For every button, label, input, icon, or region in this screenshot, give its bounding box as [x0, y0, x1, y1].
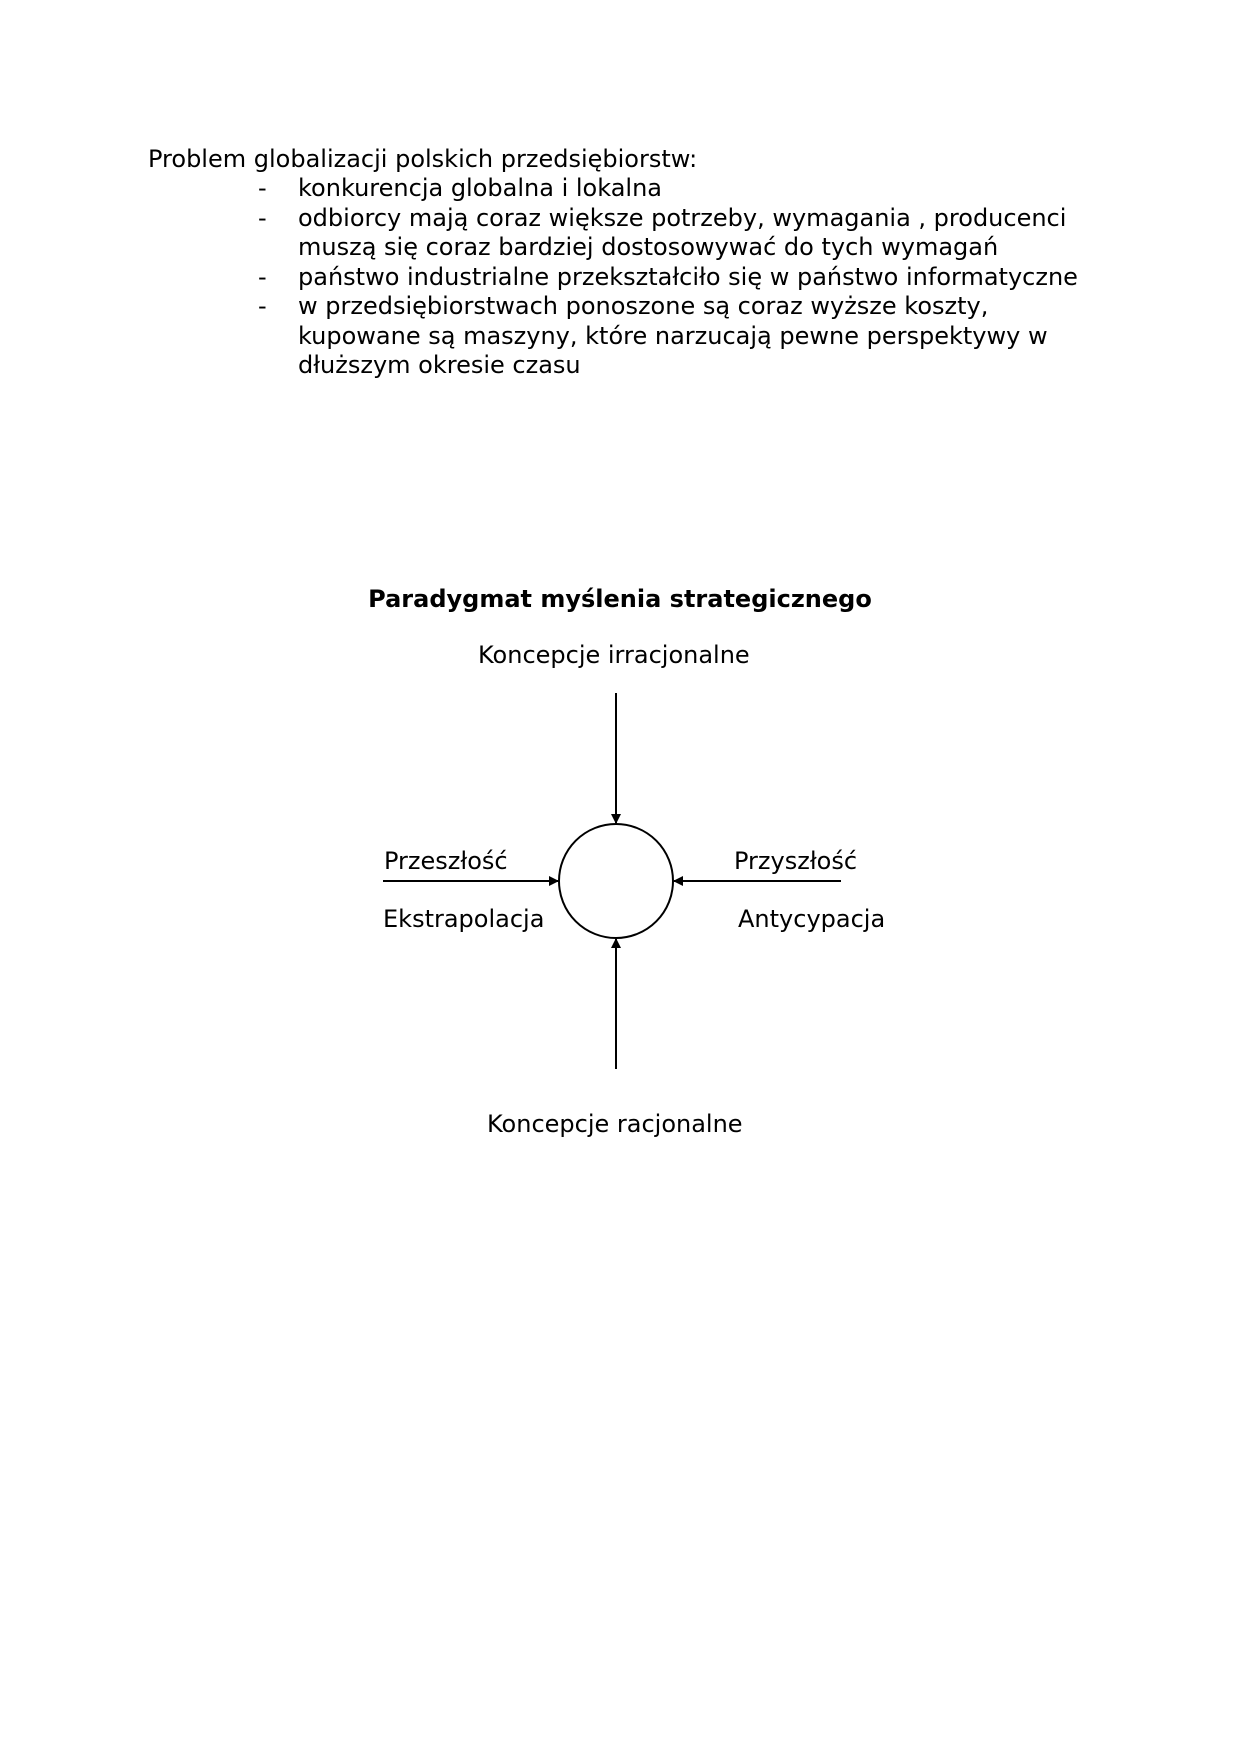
intro-heading: Problem globalizacji polskich przedsiębiorstw:: [148, 145, 698, 173]
bullet-dash: -: [258, 292, 267, 320]
list-item-text: konkurencja globalna i lokalna: [298, 174, 662, 202]
bullet-dash: -: [258, 174, 267, 202]
label-przyszlosc: Przyszłość: [734, 847, 858, 875]
label-koncepcje-irracjonalne: Koncepcje irracjonalne: [478, 641, 750, 669]
list-item-text: państwo industrialne przekształciło się w państwo informatyczne: [298, 262, 1078, 291]
label-ekstrapolacja: Ekstrapolacja: [383, 905, 545, 933]
label-koncepcje-racjonalne: Koncepcje racjonalne: [487, 1110, 743, 1138]
diagram-title: Paradygmat myślenia strategicznego: [368, 585, 872, 613]
list-item-text: odbiorcy mają coraz większe potrzeby, wymagania , producenci muszą się coraz bardziej dostosowywać do tych wymagań: [298, 203, 1067, 261]
list-item-text: w przedsiębiorstwach ponoszone są coraz wyższe koszty, kupowane są maszyny, które narzucają pewne perspektywy w dłuższym okresie czasu: [298, 292, 1048, 379]
label-przeszlosc: Przeszłość: [384, 847, 508, 875]
bullet-dash: -: [258, 262, 267, 291]
label-antycypacja: Antycypacja: [738, 905, 886, 933]
bullet-dash: -: [258, 203, 267, 232]
center-circle: [559, 824, 673, 938]
